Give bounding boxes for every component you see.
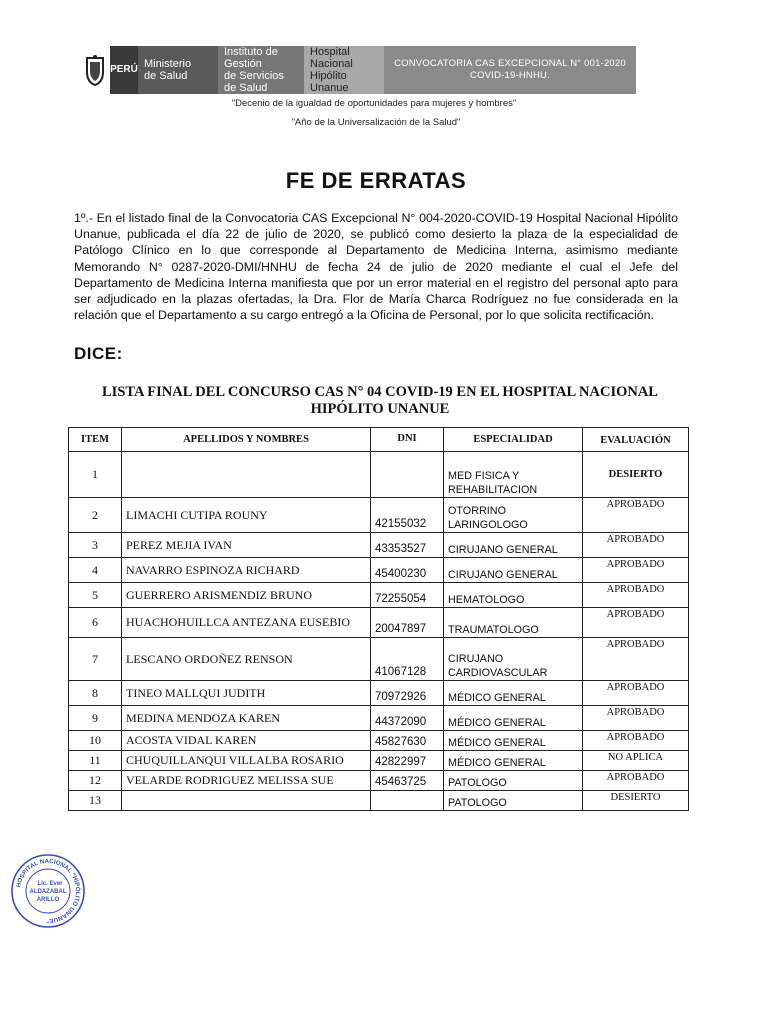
row-evaluacion: APROBADO xyxy=(583,681,689,706)
row-evaluacion: APROBADO xyxy=(583,558,689,583)
row-name: LESCANO ORDOÑEZ RENSON xyxy=(122,638,371,681)
header-especialidad: ESPECIALIDAD xyxy=(444,428,583,452)
row-evaluacion: APROBADO xyxy=(583,706,689,731)
header-dni: DNI xyxy=(371,428,444,452)
table-row xyxy=(69,533,689,558)
row-evaluacion: APROBADO xyxy=(583,498,689,533)
peru-label: PERÚ xyxy=(110,46,138,94)
row-dni: 70972926 xyxy=(371,681,444,706)
table-row xyxy=(69,731,689,751)
table-row xyxy=(69,706,689,731)
row-name: NAVARRO ESPINOZA RICHARD xyxy=(122,558,371,583)
dice-heading: DICE: xyxy=(74,344,123,363)
row-especialidad: MÉDICO GENERAL xyxy=(444,681,583,706)
row-name: ACOSTA VIDAL KAREN xyxy=(122,731,371,751)
row-especialidad: MÉDICO GENERAL xyxy=(444,751,583,771)
row-item: 9 xyxy=(69,706,122,731)
row-item: 7 xyxy=(69,638,122,681)
row-evaluacion: APROBADO xyxy=(583,638,689,681)
row-name: CHUQUILLANQUI VILLALBA ROSARIO xyxy=(122,751,371,771)
convocatoria-line1: CONVOCATORIA CAS EXCEPCIONAL N° 001-2020 xyxy=(394,58,626,69)
header-name: APELLIDOS Y NOMBRES xyxy=(122,428,371,452)
row-item: 3 xyxy=(69,533,122,558)
row-name: PEREZ MEJIA IVAN xyxy=(122,533,371,558)
row-evaluacion: DESIERTO xyxy=(583,791,689,811)
hospital-label xyxy=(304,46,384,94)
list-title xyxy=(70,384,690,418)
row-especialidad: PATOLOGO xyxy=(444,791,583,811)
row-item: 13 xyxy=(69,791,122,811)
row-dni: 45463725 xyxy=(371,771,444,791)
row-evaluacion: APROBADO xyxy=(583,583,689,608)
row-name: GUERRERO ARISMENDIZ BRUNO xyxy=(122,583,371,608)
row-especialidad: MÉDICO GENERAL xyxy=(444,706,583,731)
row-evaluacion: APROBADO xyxy=(583,608,689,638)
table-row xyxy=(69,608,689,638)
hospital-line2: Hipólito Unanue xyxy=(310,70,349,94)
row-especialidad: CIRUJANO GENERAL xyxy=(444,533,583,558)
table-body xyxy=(69,452,689,811)
instituto-line1: Instituto de Gestión xyxy=(224,46,278,70)
row-dni: 42155032 xyxy=(371,498,444,533)
stamp-line2: ALDAZABAL xyxy=(29,889,67,895)
row-evaluacion: APROBADO xyxy=(583,533,689,558)
row-item: 5 xyxy=(69,583,122,608)
row-especialidad: HEMATOLOGO xyxy=(444,583,583,608)
row-dni: 43353527 xyxy=(371,533,444,558)
row-evaluacion: NO APLICA xyxy=(583,751,689,771)
row-item: 11 xyxy=(69,751,122,771)
row-evaluacion: APROBADO xyxy=(583,771,689,791)
row-dni xyxy=(371,452,444,498)
header-evaluacion: EVALUACIÓN xyxy=(583,428,689,452)
ministerio-line2: de Salud xyxy=(144,70,188,82)
header-banner xyxy=(80,46,636,94)
row-item: 12 xyxy=(69,771,122,791)
anio-quote: "Año de la Universalización de la Salud" xyxy=(291,117,461,128)
list-title-line1: LISTA FINAL DEL CONCURSO CAS N° 04 COVID-19 EN EL HOSPITAL NACIONAL xyxy=(102,384,658,400)
ministerio-label xyxy=(138,46,218,94)
row-item: 10 xyxy=(69,731,122,751)
row-item: 6 xyxy=(69,608,122,638)
header-item: ITEM xyxy=(69,428,122,452)
table-row xyxy=(69,771,689,791)
row-dni: 45400230 xyxy=(371,558,444,583)
instituto-label xyxy=(218,46,304,94)
convocatoria-line2: COVID-19-HNHU. xyxy=(470,70,550,81)
row-especialidad: CIRUJANO CARDIOVASCULAR xyxy=(444,638,583,681)
row-name xyxy=(122,452,371,498)
row-name: MEDINA MENDOZA KAREN xyxy=(122,706,371,731)
table-row xyxy=(69,681,689,706)
table-row xyxy=(69,791,689,811)
table-header-row xyxy=(69,428,689,452)
row-dni: 20047897 xyxy=(371,608,444,638)
results-table xyxy=(68,427,689,811)
row-dni: 41067128 xyxy=(371,638,444,681)
list-title-line2: HIPÓLITO UNANUE xyxy=(310,401,450,417)
table-row xyxy=(69,583,689,608)
erratum-paragraph: 1º.- En el listado final de la Convocatoria CAS Excepcional N° 004-2020-COVID-19 Hospital Nacional Hipólito Unanue, publicada el día 22 de julio de 2020, se publicó como desierto la plaza de la especialidad de Patólogo Clínico en lo que corresponde al Departamento de Medicina Interna, asimismo mediante Memorando N° 0287-2020-DMI/HNHU de fecha 24 de julio de 2020 mediante el cual el Jefe del Departamento de Medicina Interna manifiesta que por un error material en el registro del personal apto para ser adjudicado en la plazas ofertadas, la Dra. Flor de María Charca Rodríguez no fue considerada en la relación que el Departamento a su cargo entregó a la Oficina de Personal, por lo que solicita rectificación. xyxy=(74,211,678,323)
row-especialidad: MED FISICA Y REHABILITACION xyxy=(444,452,583,498)
table-row xyxy=(69,638,689,681)
row-item: 8 xyxy=(69,681,122,706)
hospital-stamp-icon xyxy=(10,853,86,929)
row-especialidad: OTORRINO LARINGOLOGO xyxy=(444,498,583,533)
row-dni: 45827630 xyxy=(371,731,444,751)
stamp-line3: ARILLO xyxy=(36,897,60,903)
row-name: HUACHOHUILLCA ANTEZANA EUSEBIO xyxy=(122,608,371,638)
page-title: FE DE ERRATAS xyxy=(285,168,467,193)
table-row xyxy=(69,751,689,771)
decenio-quote: "Decenio de la igualdad de oportunidades para mujeres y hombres" xyxy=(231,98,517,109)
row-dni xyxy=(371,791,444,811)
stamp-ring-text: HOSPITAL NACIONAL "HIPÓLITO UNANUE" xyxy=(15,857,82,925)
row-evaluacion: APROBADO xyxy=(583,731,689,751)
row-item: 1 xyxy=(69,452,122,498)
row-especialidad: MÉDICO GENERAL xyxy=(444,731,583,751)
row-name: LIMACHI CUTIPA ROUNY xyxy=(122,498,371,533)
table-row xyxy=(69,558,689,583)
table-row xyxy=(69,452,689,498)
hospital-line1: Hospital Nacional xyxy=(310,46,353,70)
convocatoria-label xyxy=(384,46,636,94)
row-name: TINEO MALLQUI JUDITH xyxy=(122,681,371,706)
row-item: 2 xyxy=(69,498,122,533)
row-especialidad: TRAUMATOLOGO xyxy=(444,608,583,638)
table-row xyxy=(69,498,689,533)
row-especialidad: CIRUJANO GENERAL xyxy=(444,558,583,583)
row-item: 4 xyxy=(69,558,122,583)
coat-of-arms-icon xyxy=(80,46,110,94)
row-name: VELARDE RODRIGUEZ MELISSA SUE xyxy=(122,771,371,791)
row-dni: 72255054 xyxy=(371,583,444,608)
row-evaluacion: DESIERTO xyxy=(583,452,689,498)
stamp-line1: Lic. Ever xyxy=(37,881,63,887)
ministerio-line1: Ministerio xyxy=(144,58,192,70)
row-dni: 42822997 xyxy=(371,751,444,771)
instituto-line2: de Servicios de Salud xyxy=(224,70,284,94)
row-dni: 44372090 xyxy=(371,706,444,731)
row-especialidad: PATOLOGO xyxy=(444,771,583,791)
row-name xyxy=(122,791,371,811)
